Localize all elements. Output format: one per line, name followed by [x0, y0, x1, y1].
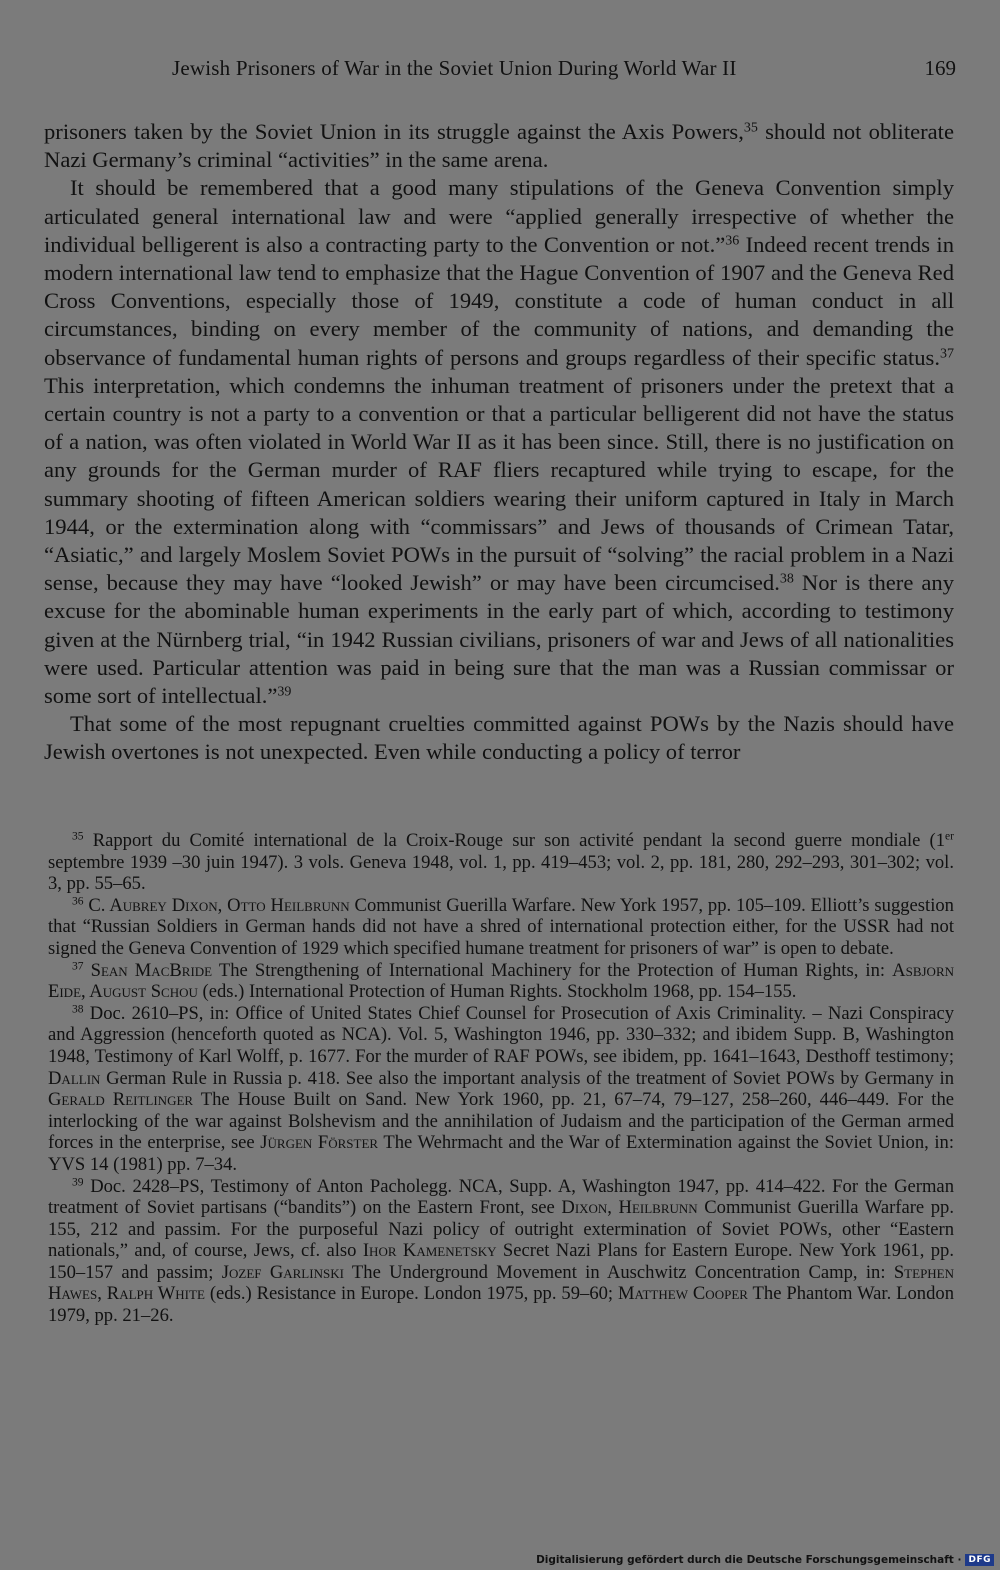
- text-run: Communist Guerilla Warfare pp. 155, 212 and passim. For the purposeful Nazi policy of outright extermination of Soviet POWs, other “Eastern nationals,” and, of course, Jews, cf. also: [48, 1197, 954, 1262]
- author-name: Ihor Kamenetsky: [362, 1240, 497, 1262]
- text-run: It should be remembered that a good many stipulations of the Geneva Convention simply articulated general international law and were “applied generally irrespective of whether the individual belligerent is also a contracting party to the Convention or not.”: [44, 175, 954, 257]
- running-header: [44, 56, 956, 86]
- text-run: Doc. 2428–PS, Testimony of Anton Pacholegg. NCA, Supp. A, Washington 1947, pp. 414–422. For the German treatment of Soviet partisans (“bandits”) on the Eastern Front, see: [48, 1175, 954, 1219]
- text-run: German Rule in Russia p. 418. See also the important analysis of the treatment of Soviet POWs by Germany in: [100, 1067, 954, 1089]
- author-name: Jozef Garlinski: [221, 1261, 344, 1283]
- text-run: The Underground Movement in Auschwitz Concentration Camp, in:: [343, 1261, 894, 1283]
- footnote-ref-38: 38: [779, 571, 794, 587]
- footnote-number: 36: [72, 895, 84, 908]
- author-name: Stephen Hawes, Ralph White: [48, 1261, 955, 1305]
- footnote-39: [48, 1176, 954, 1327]
- footnote-ref-36: 36: [725, 233, 740, 249]
- text-run: This interpretation, which condemns the inhuman treatment of prisoners under the pretext that a certain country is not a party to a convention or that a particular belligerent did not have the status of a nation, was often violated in World War II as it has been since. Still, there is no justification on any grounds for the German murder of RAF fliers recaptured while trying to escape, for the summary shooting of fifteen American soldiers wearing their uniform captured in Italy in March 1944, or the extermination along with “commissars” and Jews of thousands of Crimean Tatar, “Asiatic,” and largely Moslem Soviet POWs in the pursuit of “solving” the racial problem in a Nazi sense, because they may have “looked Jewish” or may have been circumcised.: [44, 372, 954, 596]
- footnote-number: 35: [72, 830, 84, 843]
- text-run: The Wehrmacht and the War of Extermination against the Soviet Union, in: YVS 14 (1981) pp. 7–34.: [48, 1132, 954, 1175]
- paragraph-2: [44, 174, 954, 710]
- page-number: 169: [924, 56, 956, 80]
- text-run: should not obliterate Nazi Germany’s criminal “activities” in the same arena.: [44, 119, 954, 173]
- paragraph-3: That some of the most repugnant cruelties committed against POWs by the Nazis should have Jewish overtones is not unexpected. Even while conducting a policy of terror: [44, 711, 954, 765]
- footnote-ref-39: 39: [277, 684, 292, 700]
- text-run: Indeed recent trends in modern international law tend to emphasize that the Hague Convention of 1907 and the Geneva Red Cross Conventions, especially those of 1949, constitute a code of human conduct in all circumstances, binding on every member of the community of nations, and demanding the observance of fundamental human rights of persons and groups regardless of their specific status.: [44, 231, 954, 370]
- text-run: (eds.) Resistance in Europe. London 1975, pp. 59–60;: [204, 1283, 619, 1305]
- text-run: Secret Nazi Plans for Eastern Europe. New York 1961, pp. 150–157 and passim;: [48, 1240, 954, 1283]
- footnote-number: 37: [72, 960, 84, 973]
- footnote-number: 39: [72, 1176, 84, 1189]
- footnote-38: [48, 1003, 954, 1176]
- author-name: Dixon, Heilbrunn: [561, 1197, 698, 1219]
- running-title: Jewish Prisoners of War in the Soviet Union During World War II: [172, 56, 737, 80]
- text-run: The Strengthening of International Machinery for the Protection of Human Rights, in:: [212, 959, 893, 981]
- text-run: septembre 1939 –30 juin 1947). 3 vols. Geneva 1948, vol. 1, pp. 419–453; vol. 2, pp. 181, 280, 292–293, 301–302; vol. 3, pp. 55–65.: [48, 851, 954, 895]
- digitization-credit: [536, 1554, 994, 1566]
- author-name: C. Aubrey Dixon, Otto Heilbrunn: [88, 894, 350, 916]
- author-name: Jürgen Förster: [260, 1132, 379, 1154]
- author-name: Sean MacBride: [90, 959, 213, 981]
- author-name: Dallin: [48, 1067, 101, 1089]
- text-run: Communist Guerilla Warfare. New York 1957, pp. 105–109. Elliott’s suggestion that “Russian Soldiers in German hands did not have a shred of international protection either, for the USSR had not signed the Geneva Convention of 1929 which specified humane treatment for prisoners of war” is open to debate.: [48, 894, 954, 959]
- text-run: (eds.) International Protection of Human Rights. Stockholm 1968, pp. 154–155.: [197, 981, 797, 1003]
- footnote-37: [48, 960, 954, 1003]
- author-name: Asbjorn Eide, August Schou: [48, 959, 955, 1003]
- text-run: The Phantom War. London 1979, pp. 21–26.: [48, 1283, 954, 1327]
- footnote-36: [48, 895, 954, 960]
- footnotes: [48, 830, 954, 1327]
- author-name: Matthew Cooper: [618, 1283, 748, 1305]
- author-name: Gerald Reitlinger: [48, 1089, 194, 1111]
- footnote-ref-37: 37: [940, 345, 954, 361]
- paragraph-1: [44, 118, 954, 174]
- superscript: er: [945, 830, 954, 843]
- footnote-number: 38: [72, 1003, 84, 1016]
- text-run: Doc. 2610–PS, in: Office of United States Chief Counsel for Prosecution of Axis Criminality. – Nazi Conspiracy and Aggression (henceforth quoted as NCA). Vol. 5, Washington 1946, pp. 330–332; and ibidem Supp. B, Washington 1948, Testimony of Karl Wolff, p. 1677. For the murder of RAF POWs, see ibidem, pp. 1641–1643, Desthoff testimony;: [48, 1002, 954, 1067]
- text-run: prisoners taken by the Soviet Union in its struggle against the Axis Powers,: [44, 119, 744, 144]
- footnote-35: [48, 830, 954, 895]
- text-run: The House Built on Sand. New York 1960, pp. 21, 67–74, 79–127, 258–260, 446–449. For the interlocking of the war against Bolshevism and the annihilation of Judaism and the participation of the German armed forces in the enterprise, see: [48, 1089, 955, 1154]
- text-run: Nor is there any excuse for the abominable human experiments in the early part of which, according to testimony given at the Nürnberg trial, “in 1942 Russian civilians, prisoners of war and Jews of all nationalities were used. Particular attention was paid in being sure that the man was a Russian commissar or some sort of intellectual.”: [44, 570, 955, 709]
- body-text: [44, 118, 954, 767]
- dfg-logo-icon: DFG: [965, 1554, 994, 1566]
- credit-text: Digitalisierung gefördert durch die Deutsche Forschungsgemeinschaft ·: [536, 1554, 962, 1566]
- text-run: Rapport du Comité international de la Croix-Rouge sur son activité pendant la second guerre mondiale (1: [83, 830, 946, 851]
- footnote-ref-35: 35: [743, 120, 758, 136]
